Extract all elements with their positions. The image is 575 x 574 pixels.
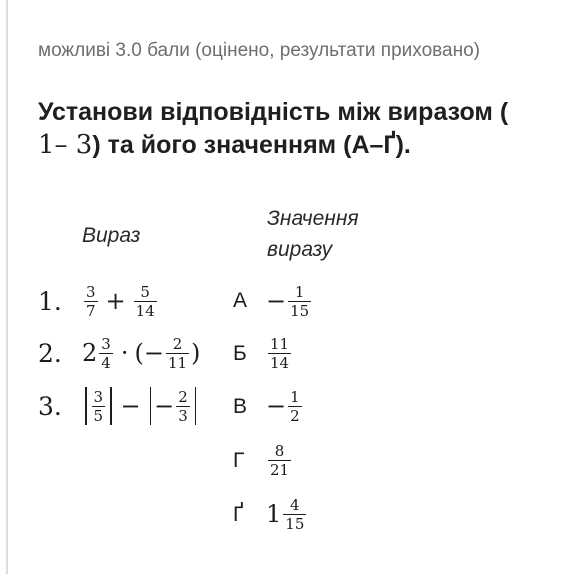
open-paren: (− <box>134 339 164 367</box>
fraction: $\frac{2}{11}$ <box>167 334 188 372</box>
fraction: $\frac{3}{5}$ <box>93 387 104 425</box>
expression-number: 3. <box>38 391 62 421</box>
option-letter-g: Г <box>233 449 245 472</box>
option-value-ge <box>266 490 308 538</box>
option-letter-v: В <box>233 395 248 418</box>
minus-sign: − <box>266 287 287 315</box>
option-letter-ge: Ґ <box>233 503 244 526</box>
option-letter-b: Б <box>233 342 247 365</box>
fraction: $\frac{11}{14}$ <box>270 334 290 372</box>
whole-part: 1 <box>266 500 282 528</box>
expression-3-math <box>82 387 199 425</box>
expression-header: Вираз <box>82 224 141 247</box>
abs-bar <box>110 387 112 425</box>
question-part1: Установи відповідність між виразом ( <box>38 98 509 126</box>
expression-number: 2. <box>38 338 62 368</box>
points-status: можливі 3.0 бали (оцінено, результати приховано) <box>38 40 480 61</box>
fraction: $\frac{3}{7}$ <box>86 282 96 320</box>
option-value-v <box>266 382 304 430</box>
abs-bar <box>195 387 197 425</box>
fraction: $\frac{1}{15}$ <box>290 282 310 320</box>
whole-part: 2 <box>82 339 98 367</box>
expression-1-math <box>82 284 159 319</box>
expression-row-2 <box>38 329 200 377</box>
value-header: Значення виразу <box>267 207 359 261</box>
abs-bar <box>85 387 87 425</box>
fraction: $\frac{2}{3}$ <box>178 387 188 425</box>
fraction: $\frac{3}{4}$ <box>101 334 111 372</box>
left-border <box>6 0 8 574</box>
question-part2: ) та його значенням (А–Ґ). <box>92 131 411 159</box>
fraction: $\frac{1}{2}$ <box>290 387 300 425</box>
expression-row-1 <box>38 277 159 325</box>
expression-2-math <box>82 336 200 371</box>
expression-row-3 <box>38 382 199 430</box>
minus-sign: − <box>154 392 175 420</box>
close-paren: ) <box>191 339 201 367</box>
option-letter-a: А <box>233 289 248 312</box>
question-range: 1– 3 <box>38 130 93 160</box>
question-text <box>38 96 568 162</box>
minus-sign: − <box>266 392 287 420</box>
fraction: $\frac{4}{15}$ <box>285 495 305 533</box>
operator: · <box>120 339 129 367</box>
option-value-a <box>266 277 313 325</box>
operator: + <box>105 287 126 315</box>
option-value-b <box>266 329 293 377</box>
fraction: $\frac{8}{21}$ <box>270 441 290 479</box>
option-value-g <box>266 436 293 484</box>
abs-bar <box>150 387 152 425</box>
operator: − <box>120 392 141 420</box>
expression-number: 1. <box>38 286 62 316</box>
fraction: $\frac{5}{14}$ <box>135 282 155 320</box>
